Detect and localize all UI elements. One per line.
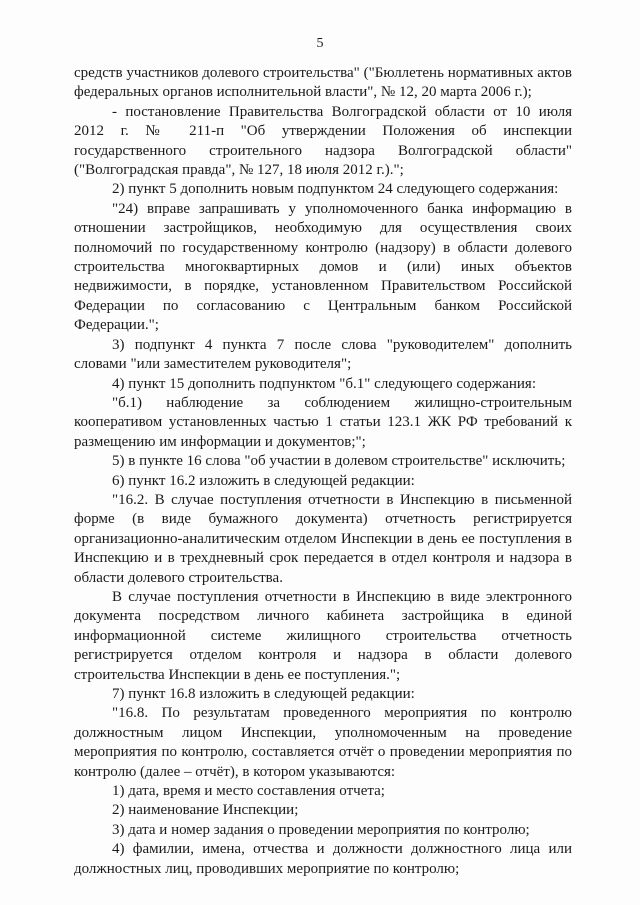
paragraph: 4) фамилии, имена, отчества и должности должностного лица или должностных лиц, проводивших мероприятие по контролю; [74,841,572,877]
paragraph: 7) пункт 16.8 изложить в следующей редакции: [112,686,415,702]
paragraph: В случае поступления отчетности в Инспекцию в виде электронного документа посредством личного кабинета застройщика в единой информационной системе жилищного строительства отчетность регистрируется отделом контроля и надзора в области долевого строительства Инспекции в день ее поступления."; [74,588,572,683]
paragraph: "24) вправе запрашивать у уполномоченного банка информацию в отношении застройщиков, необходимую для осуществления своих полномочий по государственному контролю (надзору) в области долевого строительства многоквартирных домов и (или) иных объектов недвижимости, в порядке, установленном Правительством Российской Федерации по согласованию с Центральным банком Российской Федерации."; [74,200,572,334]
paragraph: 3) дата и номер задания о проведении мероприятия по контролю; [112,821,530,838]
paragraph: 1) дата, время и место составления отчета; [112,783,385,800]
paragraph: 2) пункт 5 дополнить новым подпунктом 24 следующего содержания: [112,181,559,198]
paragraph: - постановление Правительства Волгоградской области от 10 июля 2012 г. № 211-п "Об утверждении Положения об инспекции государственного строительного надзора Волгоградской области" ("Волгоградская правда", № 127, 18 июля 2012 г.)."; [74,103,572,179]
paragraph: средств участников долевого строительства" ("Бюллетень нормативных актов федеральных органов исполнительной власти", № 12, 20 марта 2006 г.); [74,65,572,101]
document-body [74,64,572,879]
paragraph: 4) пункт 15 дополнить подпунктом "б.1" следующего содержания: [112,375,536,392]
paragraph: "б.1) наблюдение за соблюдением жилищно-строительным кооперативом установленных частью 1 статьи 123.1 ЖК РФ требований к размещению им информации и документов;"; [74,394,572,450]
paragraph: 2) наименование Инспекции; [112,802,299,819]
paragraph: 3) подпункт 4 пункта 7 после слова "руководителем" дополнить словами "или заместителем руководителя"; [74,336,572,373]
paragraph: "16.8. По результатам проведенного мероприятия по контролю должностным лицом Инспекции, уполномоченным на проведение мероприятия по контролю, составляется отчёт о проведении мероприятия по контролю (далее – отчёт), в котором указываются: [74,705,572,780]
page-number: 5 [316,36,324,51]
paragraph: 5) в пункте 16 слова "об участии в долевом строительстве" исключить; [112,453,566,470]
paragraph: "16.2. В случае поступления отчетности в Инспекцию в письменной форме (в виде бумажного документа) отчетность регистрируется организационно-аналитическим отделом Инспекции в день ее поступления в Инспекцию и в трехдневный срок передается в отдел контроля и надзора в области долевого строительства. [74,491,572,586]
paragraph: 6) пункт 16.2 изложить в следующей редакции: [112,472,415,489]
